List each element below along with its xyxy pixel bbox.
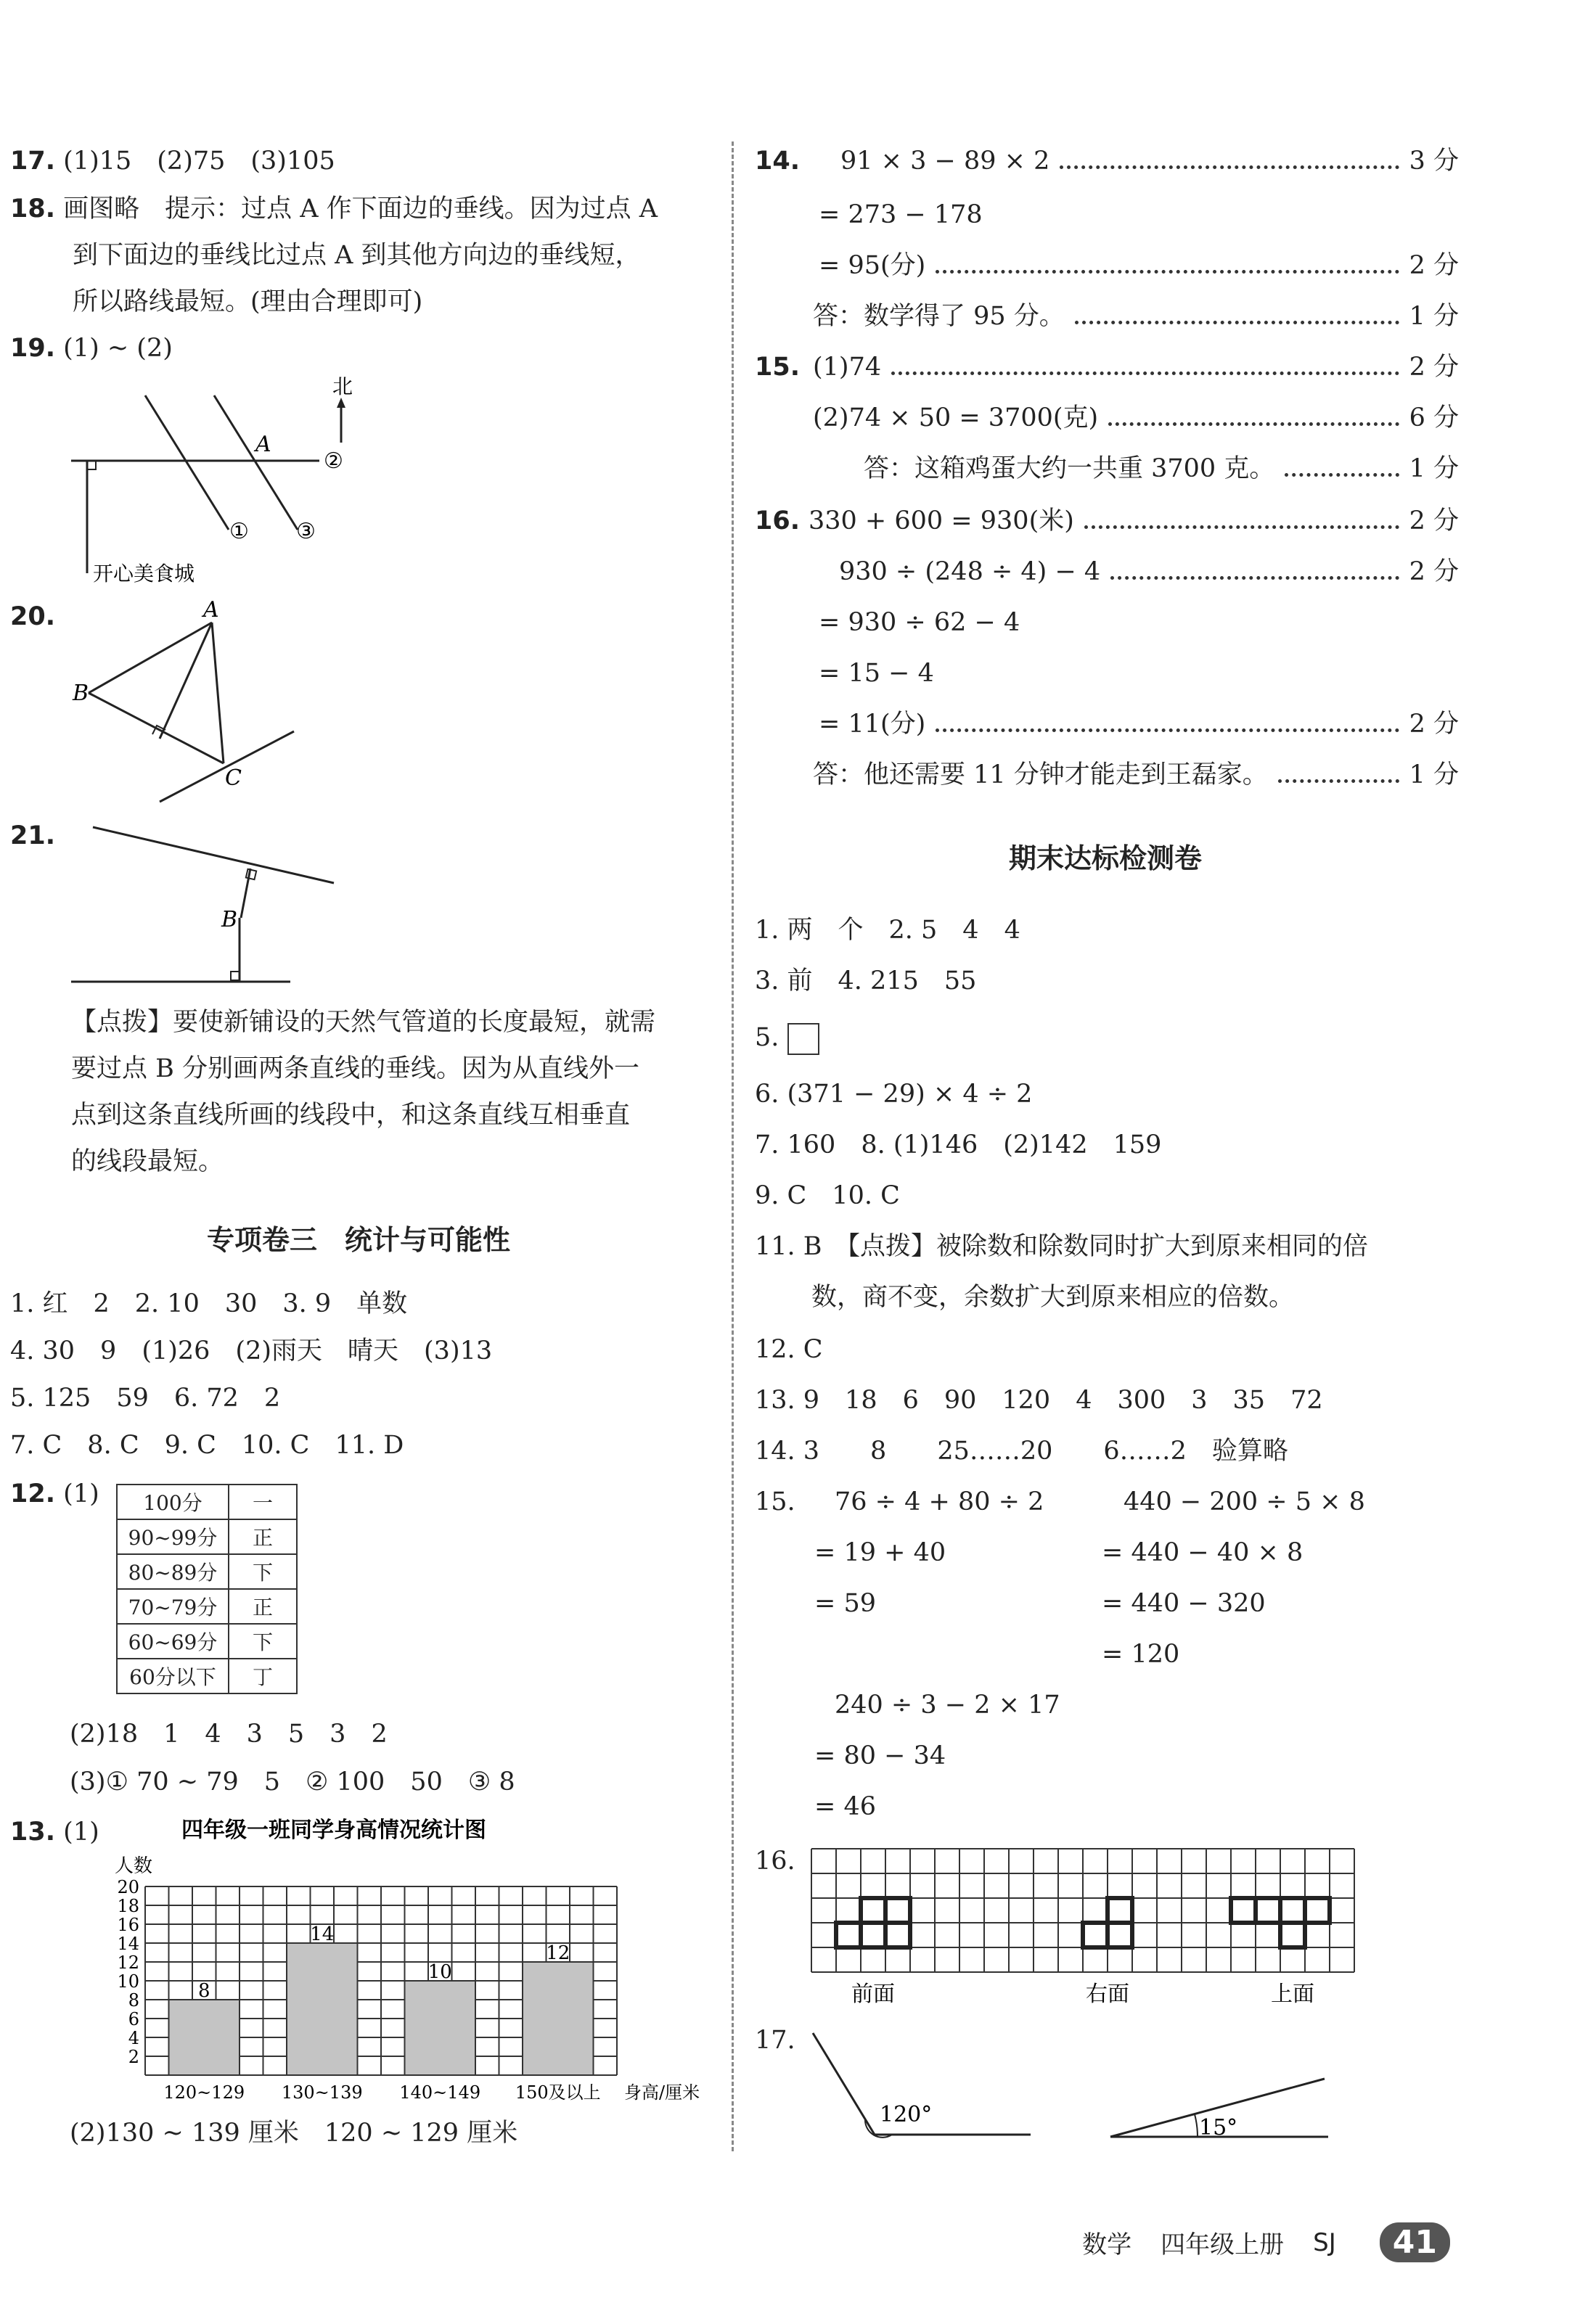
restaurant-label: 开心美食城 xyxy=(93,562,195,586)
view-square xyxy=(1280,1923,1305,1947)
point-b: B xyxy=(73,681,89,706)
q16-row xyxy=(813,759,1459,791)
chart-title: 四年级一班同学身高情况统计图 xyxy=(181,1818,486,1843)
view-square xyxy=(1305,1898,1330,1923)
final-q12: 12. C xyxy=(755,1335,823,1364)
final-q3: 3. 前 4. 215 55 xyxy=(755,966,977,995)
final-q15-num: 15. xyxy=(755,1487,795,1516)
y-tick-label: 16 xyxy=(117,1915,139,1935)
q14-text: 答：数学得了 95 分。 xyxy=(813,302,1065,331)
q18-line3: 所以路线最短。(理由合理即可) xyxy=(73,287,423,316)
y-tick-label: 10 xyxy=(117,1971,139,1992)
calc3-line3: = 46 xyxy=(814,1792,876,1821)
section-title-stats: 专项卷三 统计与可能性 xyxy=(207,1224,511,1256)
q21-figure xyxy=(65,816,356,990)
view-square xyxy=(1083,1923,1108,1947)
bar-value-label: 8 xyxy=(197,1980,210,2002)
calc2-line3: = 440 − 320 xyxy=(1102,1589,1266,1618)
q15-row xyxy=(864,453,1459,485)
leader-dots xyxy=(1108,422,1399,426)
page-footer xyxy=(1082,2222,1450,2262)
calc2-line4: = 120 xyxy=(1102,1640,1180,1669)
footer-subject: 数学 xyxy=(1082,2230,1132,2259)
final-q5: 5. xyxy=(755,1022,819,1055)
leader-dots xyxy=(1278,779,1399,783)
q15-text: (2)74 × 50 = 3700(克) xyxy=(813,403,1099,432)
q16-row xyxy=(819,657,1459,689)
tip21-line2: 要过点 B 分别画两条直线的垂线。因为从直线外一 xyxy=(71,1054,639,1083)
q16-text: 答：他还需要 11 分钟才能走到王磊家。 xyxy=(813,760,1268,789)
bar-value-label: 10 xyxy=(427,1961,452,1983)
q14-number: 14. xyxy=(755,147,801,176)
bar-value-label: 12 xyxy=(546,1942,570,1964)
score-label: 2 分 xyxy=(1409,353,1459,382)
view-label: 右面 xyxy=(1086,1982,1129,2007)
q18-line1: 18. 画图略 提示：过点 A 作下面边的垂线。因为过点 A xyxy=(10,194,658,223)
calc2-line1: 440 − 200 ÷ 5 × 8 xyxy=(1124,1487,1365,1516)
stats-q1: 1. 红 2 2. 10 30 3. 9 单数 xyxy=(10,1289,408,1318)
q16-text: = 11(分) xyxy=(819,710,926,739)
view-square xyxy=(861,1923,885,1947)
q16-text: = 930 ÷ 62 − 4 xyxy=(819,608,1020,637)
angle-drawings xyxy=(798,2024,1350,2155)
final-q7: 7. 160 8. (1)146 (2)142 159 xyxy=(755,1130,1162,1159)
view-square xyxy=(1231,1898,1256,1923)
view-square xyxy=(1108,1898,1132,1923)
angle-120-label: 120° xyxy=(880,2102,933,2127)
y-tick-label: 6 xyxy=(128,2009,139,2029)
q12-part3: (3)① 70 ~ 79 5 ② 100 50 ③ 8 xyxy=(70,1767,515,1797)
score-label: 1 分 xyxy=(1409,302,1459,331)
y-tick-label: 20 xyxy=(117,1877,139,1897)
score-label: 3 分 xyxy=(1409,147,1459,176)
final-q16-num: 16. xyxy=(755,1847,795,1876)
q17: 17. (1)15 (2)75 (3)105 xyxy=(10,147,335,176)
line1-label: ① xyxy=(229,519,249,544)
q20: 20. xyxy=(10,602,56,631)
leader-dots xyxy=(891,371,1399,375)
point-b: B xyxy=(221,907,238,932)
q16-row xyxy=(819,708,1459,740)
score-label: 2 分 xyxy=(1409,557,1459,586)
q14-text: 91 × 3 − 89 × 2 xyxy=(840,147,1050,176)
y-tick-label: 2 xyxy=(128,2047,139,2067)
point-c: C xyxy=(225,765,242,791)
point-a: A xyxy=(203,597,219,623)
angle-15-label: 15° xyxy=(1199,2115,1238,2140)
y-tick-label: 4 xyxy=(128,2028,139,2048)
q15-text: (1)74 xyxy=(813,353,882,382)
q13-part2: (2)130 ~ 139 厘米 120 ~ 129 厘米 xyxy=(70,2119,518,2148)
final-q13: 13. 9 18 6 90 120 4 300 3 35 72 xyxy=(755,1386,1323,1415)
q16-text: 930 ÷ (248 ÷ 4) − 4 xyxy=(839,557,1101,586)
bar-value-label: 14 xyxy=(310,1923,335,1945)
q15-number: 15. xyxy=(755,353,801,382)
q20-figure xyxy=(65,595,312,805)
tally-table-wrap xyxy=(116,1484,298,1694)
footer-edition: SJ xyxy=(1313,2227,1336,2257)
q12: 12. (1) xyxy=(10,1479,99,1508)
leader-dots xyxy=(1285,473,1399,477)
leader-dots xyxy=(1060,165,1399,169)
line2-label: ② xyxy=(324,448,343,474)
bar xyxy=(405,1981,476,2075)
view-square xyxy=(885,1923,910,1947)
calc2-line2: = 440 − 40 × 8 xyxy=(1102,1538,1303,1567)
q14-row xyxy=(755,145,1459,177)
q15-row xyxy=(813,402,1459,434)
score-label: 2 分 xyxy=(1409,506,1459,535)
bar xyxy=(169,2000,240,2075)
q16-number: 16. xyxy=(755,506,801,535)
q14-text: = 273 − 178 xyxy=(819,200,983,229)
answer-square xyxy=(787,1023,819,1055)
final-q9: 9. C 10. C xyxy=(755,1181,900,1210)
x-axis-label: 身高/厘米 xyxy=(624,2082,700,2103)
y-tick-label: 14 xyxy=(117,1934,139,1954)
final-q6: 6. (371 − 29) × 4 ÷ 2 xyxy=(755,1080,1033,1109)
line3-label: ③ xyxy=(296,519,316,544)
q16-row xyxy=(819,607,1459,639)
section-title-final: 期末达标检测卷 xyxy=(1009,842,1203,874)
y-axis-label: 人数 xyxy=(115,1855,153,1877)
q16-row xyxy=(839,556,1459,588)
q12-part2: (2)18 1 4 3 5 3 2 xyxy=(70,1720,388,1749)
y-tick-label: 8 xyxy=(128,1990,139,2011)
view-label: 前面 xyxy=(851,1982,895,2007)
three-views-grid xyxy=(811,1849,1370,2008)
calc3-line1: 240 ÷ 3 − 2 × 17 xyxy=(835,1691,1060,1720)
q16-text: = 15 − 4 xyxy=(819,659,934,688)
score-label: 2 分 xyxy=(1409,251,1459,280)
height-bar-chart xyxy=(73,1814,700,2119)
view-square xyxy=(1280,1898,1305,1923)
calc1-line3: = 59 xyxy=(814,1589,876,1618)
final-q1: 1. 两 个 2. 5 4 4 xyxy=(755,916,1020,945)
bar xyxy=(287,1943,358,2075)
q13: 13. (1) xyxy=(10,1818,99,1847)
score-label: 2 分 xyxy=(1409,710,1459,739)
stats-q5: 5. 125 59 6. 72 2 xyxy=(10,1384,281,1413)
view-square xyxy=(1108,1923,1132,1947)
calc1-line2: = 19 + 40 xyxy=(814,1538,946,1567)
bar xyxy=(523,1962,594,2075)
page-number: 41 xyxy=(1380,2222,1450,2262)
calc1-line1: 76 ÷ 4 + 80 ÷ 2 xyxy=(835,1487,1044,1516)
q19-figure xyxy=(65,374,370,595)
x-tick-label: 120~129 xyxy=(163,2082,245,2103)
q14-row xyxy=(813,300,1459,332)
final-q17-num: 17. xyxy=(755,2026,795,2055)
final-q11-line2: 数，商不变，余数扩大到原来相应的倍数。 xyxy=(811,1283,1295,1312)
leader-dots xyxy=(1084,525,1399,529)
view-square xyxy=(885,1898,910,1923)
y-tick-label: 12 xyxy=(117,1953,139,1973)
score-label: 1 分 xyxy=(1409,760,1459,789)
stats-q4: 4. 30 9 (1)26 (2)雨天 晴天 (3)13 xyxy=(10,1336,493,1366)
q16-text: 330 + 600 = 930(米) xyxy=(809,506,1074,535)
tip21-line4: 的线段最短。 xyxy=(71,1147,224,1176)
column-divider xyxy=(732,141,734,2151)
q15-text: 答：这箱鸡蛋大约一共重 3700 克。 xyxy=(864,454,1275,483)
view-square xyxy=(861,1898,885,1923)
tip21-line3: 点到这条直线所画的线段中，和这条直线互相垂直 xyxy=(71,1101,631,1130)
q16-row xyxy=(755,505,1459,537)
view-square xyxy=(836,1923,861,1947)
final-q14: 14. 3 8 25……20 6……2 验算略 xyxy=(755,1437,1288,1466)
x-tick-label: 140~149 xyxy=(399,2082,481,2103)
view-square xyxy=(1256,1898,1280,1923)
y-tick-label: 18 xyxy=(117,1896,139,1916)
stats-q7: 7. C 8. C 9. C 10. C 11. D xyxy=(10,1431,404,1460)
q19: 19. (1) ~ (2) xyxy=(10,334,173,363)
footer-grade: 四年级上册 xyxy=(1161,2230,1285,2259)
tip21-line1: 【点拨】要使新铺设的天然气管道的长度最短，就需 xyxy=(71,1008,656,1037)
view-label: 上面 xyxy=(1271,1982,1314,2007)
q14-text: = 95(分) xyxy=(819,251,926,280)
q14-row xyxy=(819,199,1459,231)
north-label: 北 xyxy=(332,374,353,398)
x-tick-label: 130~139 xyxy=(281,2082,363,2103)
q21: 21. xyxy=(10,821,56,850)
leader-dots xyxy=(936,270,1399,274)
leader-dots xyxy=(1110,576,1399,580)
leader-dots xyxy=(1075,321,1399,324)
final-q11-line1: 11. B 【点拨】被除数和除数同时扩大到原来相同的倍 xyxy=(755,1232,1369,1261)
score-label: 1 分 xyxy=(1409,454,1459,483)
calc3-line2: = 80 − 34 xyxy=(814,1741,946,1770)
q15-row xyxy=(755,351,1459,383)
q18-line2: 到下面边的垂线比过点 A 到其他方向边的垂线短， xyxy=(73,241,641,270)
q14-row xyxy=(819,250,1459,282)
score-label: 6 分 xyxy=(1409,403,1459,432)
leader-dots xyxy=(936,728,1399,732)
tally-table: 100分 一 90~99分 正 80~89分 下 70~79分 正 60~69分 下 60分以下 丁 xyxy=(116,1484,298,1694)
x-tick-label: 150及以上 xyxy=(515,2082,601,2103)
point-a-label: A xyxy=(255,432,271,457)
